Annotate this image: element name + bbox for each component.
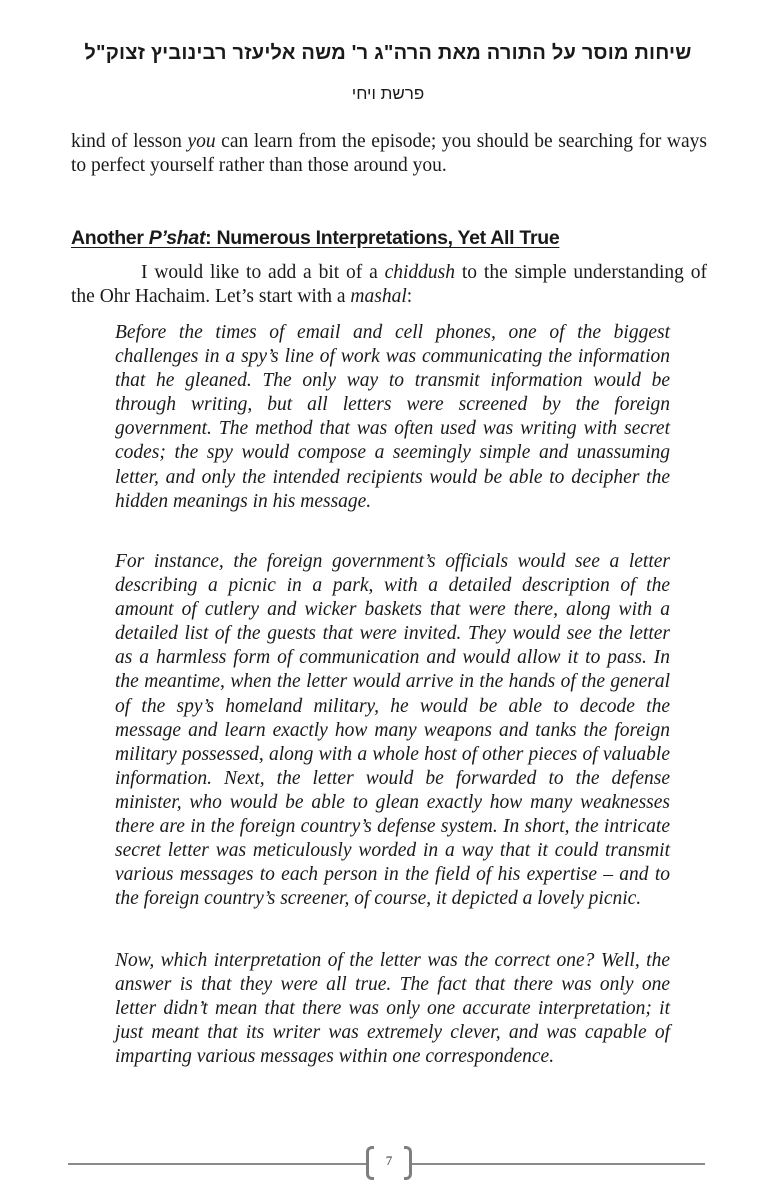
mashal-paragraph: For instance, the foreign government’s officials would see a letter describing a picnic in a park, with a detailed description of the amount of cutlery and wicker baskets that were there, along with a detailed list of the guests that were invited. They would see the letter as a harmless form of communication and would allow it to pass. In the meantime, when the letter would arrive in the hands of the general of the spy’s homeland military, he would be able to decode the message and learn exactly how many weapons and tanks the foreign military possessed, along with a whole host of other pieces of valuable information. Next, the letter would be forwarded to the defense minister, who would be able to glean exactly how many weaknesses there are in the foreign country’s defense system. In short, the intricate secret letter was meticulously worded in a way that it could transmit various messages to each person in the field of his expertise – and to the foreign country’s screener, of course, it depicted a lovely picnic. xyxy=(115,551,670,910)
mashal-paragraph: Now, which interpretation of the letter was the correct one? Well, the answer is that they were all true. The fact that there was only one letter didn’t mean that there was only one accurate interpretation; it just meant that its writer was extremely clever, and was capable of imparting various messages within one correspondence. xyxy=(115,950,670,1068)
footer-rule xyxy=(68,1163,366,1165)
page-footer xyxy=(68,1146,705,1186)
text-run: : xyxy=(406,286,413,307)
heading-emphasis: P’shat xyxy=(148,227,206,249)
section-heading xyxy=(71,225,559,251)
page-number: 7 xyxy=(385,1153,393,1168)
book-title: שיחות מוסר על התורה מאת הרה"ג ר' משה אליעזר רבינוביץ זצוק"ל xyxy=(84,42,692,64)
emphasis-text: mashal xyxy=(350,286,407,307)
text-run: can learn from the episode; you should be searching for ways to perfect yourself rather than those around you. xyxy=(71,131,707,176)
close-bracket-icon xyxy=(404,1146,412,1180)
page-number-frame xyxy=(364,1146,414,1182)
mashal-paragraph: Before the times of email and cell phones, one of the biggest challenges in a spy’s line of work was communicating the information that he gleaned. The only way to transmit information would be through writing, but all letters were screened by the foreign government. The method that was often used was writing with secret codes; the spy would compose a seemingly simple and unassuming letter, and only the intended recipients would be able to decipher the hidden meanings in his message. xyxy=(115,322,670,512)
text-run: to the simple understanding of the Ohr Hachaim. Let’s start with a xyxy=(71,262,707,307)
emphasis-text: chiddush xyxy=(384,262,456,283)
heading-text: Another xyxy=(71,227,149,249)
continuation-paragraph xyxy=(71,130,707,178)
text-run: I would like to add a bit of a xyxy=(141,262,385,283)
emphasis-text: you xyxy=(187,131,216,152)
footer-rule xyxy=(412,1163,705,1165)
parsha-name: פרשת ויחי xyxy=(351,84,425,103)
text-run: kind of lesson xyxy=(71,131,188,152)
heading-text: : Numerous Interpretations, Yet All True xyxy=(205,227,560,249)
intro-paragraph xyxy=(71,261,707,309)
running-header xyxy=(70,38,706,107)
